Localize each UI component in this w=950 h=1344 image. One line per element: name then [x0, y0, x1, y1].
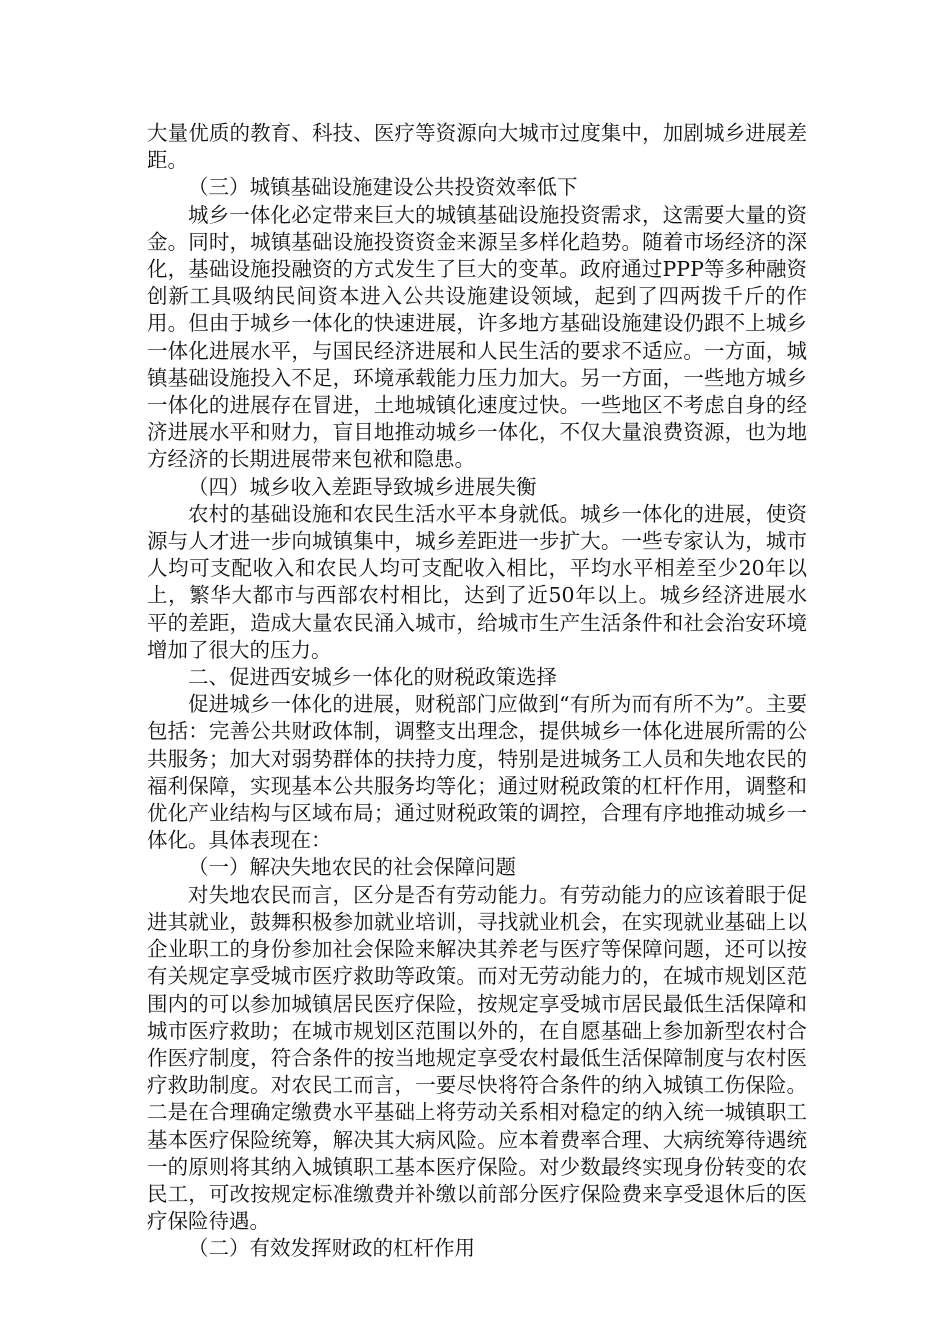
paragraph: 对失地农民而言，区分是否有劳动能力。有劳动能力的应该着眼于促进其就业，鼓舞积极参加就业培训，寻找就业机会，在实现就业基础上以企业职工的身份参加社会保险来解决其养老与医疗等保障问题，还可以按有关规定享受城市医疗救助等政策。而对无劳动能力的，在城市规划区范围内的可以参加城镇居民医疗保险，按规定享受城市居民最低生活保障和城市医疗救助；在城市规划区范围以外的，在自愿基础上参加新型农村合作医疗制度，符合条件的按当地规定享受农村最低生活保障制度与农村医疗救助制度。对农民工而言，一要尽快将符合条件的纳入城镇工伤保险。二是在合理确定缴费水平基础上将劳动关系相对稳定的纳入统一城镇职工基本医疗保险统筹，解决其大病风险。应本着费率合理、大病统筹待遇统一的原则将其纳入城镇职工基本医疗保险。对少数最终实现身份转变的农民工，可改按规定标准缴费并补缴以前部分医疗保险费来享受退休后的医疗保险待遇。	[147, 882, 807, 1234]
paragraph-continued: 大量优质的教育、科技、医疗等资源向大城市过度集中，加剧城乡进展差距。	[147, 121, 807, 173]
paragraph: 促进城乡一体化的进展，财税部门应做到“有所为而有所不为”。主要包括：完善公共财政体制，调整支出理念，提供城乡一体化进展所需的公共服务；加大对弱势群体的扶持力度，特别是进城务工人员和失地农民的福利保障，实现基本公共服务均等化；通过财税政策的杠杆作用，调整和优化产业结构与区域布局；通过财税政策的调控，合理有序地推动城乡一体化。具体表现在：	[147, 692, 807, 853]
paragraph: 农村的基础设施和农民生活水平本身就低。城乡一体化的进展，使资源与人才进一步向城镇集中，城乡差距进一步扩大。一些专家认为，城市人均可支配收入和农民人均可支配收入相比，平均水平相差至少20年以上，繁华大都市与西部农村相比，达到了近50年以上。城乡经济进展水平的差距，造成大量农民涌入城市，给城市生产生活条件和社会治安环境增加了很大的压力。	[147, 501, 807, 662]
section-heading-3: （三）城镇基础设施建设公共投资效率低下	[188, 175, 578, 200]
section-heading-1: （一）解决失地农民的社会保障问题	[188, 855, 516, 880]
section-heading-4: （四）城乡收入差距导致城乡进展失衡	[188, 474, 537, 499]
section-heading-2: （二）有效发挥财政的杠杆作用	[188, 1236, 475, 1261]
document-body	[147, 120, 807, 1263]
paragraph: 城乡一体化必定带来巨大的城镇基础设施投资需求，这需要大量的资金。同时，城镇基础设施投资资金来源呈多样化趋势。随着市场经济的深化，基础设施投融资的方式发生了巨大的变革。政府通过PPP等多种融资创新工具吸纳民间资本进入公共设施建设领域，起到了四两拨千斤的作用。但由于城乡一体化的快速进展，许多地方基础设施建设仍跟不上城乡一体化进展水平，与国民经济进展和人民生活的要求不适应。一方面，城镇基础设施投入不足，环境承载能力压力加大。另一方面，一些地方城乡一体化的进展存在冒进，土地城镇化速度过快。一些地区不考虑自身的经济进展水平和财力，盲目地推动城乡一体化，不仅大量浪费资源，也为地方经济的长期进展带来包袱和隐患。	[147, 202, 807, 472]
chapter-heading-2: 二、促进西安城乡一体化的财税政策选择	[188, 665, 557, 690]
